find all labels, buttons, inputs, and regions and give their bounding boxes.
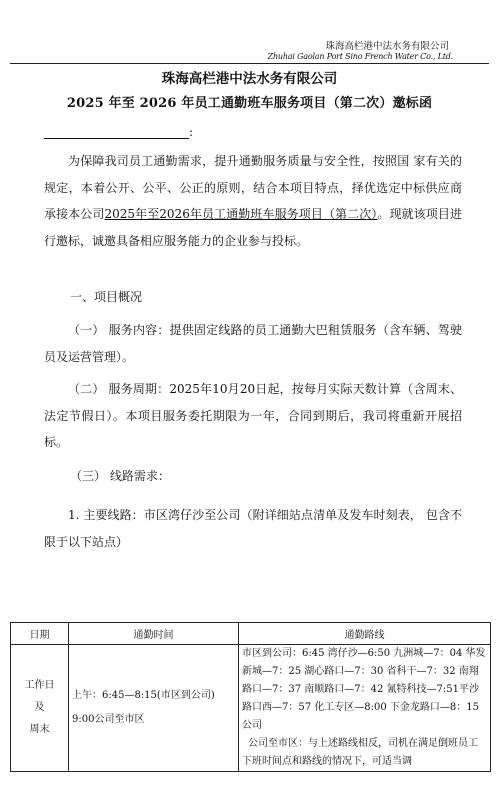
header-divider xyxy=(10,63,489,64)
intro-text-before: 为保障我司员工通勤需求，提升通勤服务质量与安全性，按照国 家有关的规定，本着公开、公平、公正的原则，结合本项目特点，择优选定中标供应商承接本公司 xyxy=(44,154,462,221)
route-outbound: 市区到公司：6:45 湾仔沙—6:50 九洲城—7：04 华发新城—7：25 湖心路口—7：30 省科干—7：32 南翔路口—7：37 南顺路口—7：42 氰特科技—7:51平沙路口西—7：57 化工专区—8:00 下金龙路口—8：15 公司 xyxy=(242,648,486,731)
table-cell-time xyxy=(69,645,239,772)
section-heading-overview: 一、项目概况 xyxy=(70,290,143,304)
table-cell-date xyxy=(11,645,69,772)
addressee-line xyxy=(44,125,193,139)
table-header-route: 通勤路线 xyxy=(239,623,491,645)
addressee-colon: : xyxy=(189,125,194,139)
item-route-requirement: （三） 线路需求： xyxy=(70,469,170,483)
header-company-name: 珠海高栏港中法水务有限公司 xyxy=(325,41,449,52)
time-line: 9:00公司至市区 xyxy=(72,714,145,725)
date-line: 工作日 xyxy=(24,680,55,691)
item-service-period: （二） 服务周期：2025年10月20日起，按每月实际天数计算（含周末、法定节假日）。本项目服务委托期限为一年，合同到期后，我司将重新开展招标。 xyxy=(44,382,462,449)
table-row xyxy=(11,645,491,772)
table-header-time: 通勤时间 xyxy=(69,623,239,645)
item-service-content: （一） 服务内容：提供固定线路的员工通勤大巴租赁服务（含车辆、驾驶员及运营管理）。 xyxy=(44,323,462,364)
intro-paragraph xyxy=(44,148,462,254)
document-title: 2025 年至 2026 年员工通勤班车服务项目（第二次）邀标函 xyxy=(66,96,433,111)
item-main-route: 1. 主要线路：市区湾仔沙至公司（附详细站点清单及发车时刻表， 包含不限于以下站点） xyxy=(44,508,462,549)
intro-project-name: 2025年至2026年员工通勤班车服务项目（第二次） xyxy=(104,207,378,221)
intro-text-after: 。现就该项目进行邀标，诚邀具备相应服务能力的企业参与投标。 xyxy=(44,207,462,248)
header-company-name-en: Zhuhai Gaolan Port Sino French Water Co., Ltd. xyxy=(267,52,453,61)
date-line: 及 xyxy=(34,702,45,713)
time-line: 上午：6:45—8:15(市区到公司) xyxy=(72,690,215,701)
table-header-row xyxy=(11,623,491,645)
date-line: 周末 xyxy=(29,724,50,735)
table-cell-route xyxy=(239,645,491,772)
table-header-date: 日期 xyxy=(11,623,69,645)
document-title-company: 珠海高栏港中法水务有限公司 xyxy=(161,71,338,87)
route-return: 公司至市区：与上述路线相反，司机在满足倒班员工下班时间点和路线的情况下，可适当调 xyxy=(242,738,478,767)
addressee-blank xyxy=(44,126,189,139)
route-table xyxy=(10,622,491,772)
